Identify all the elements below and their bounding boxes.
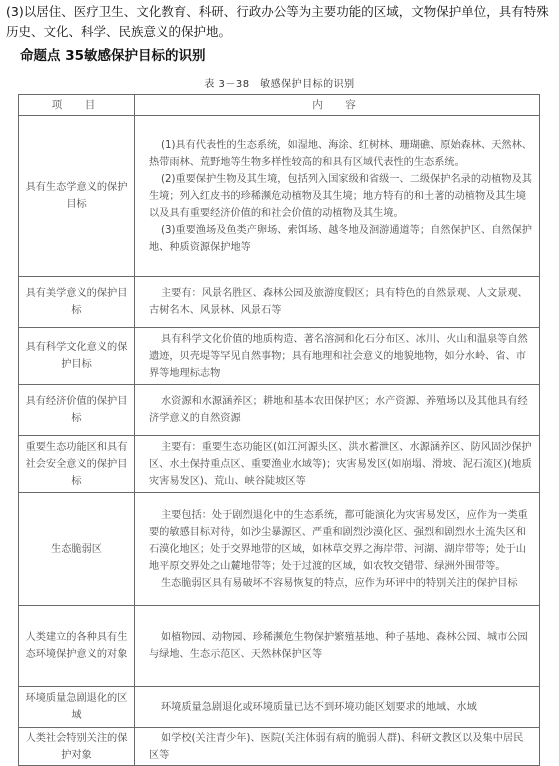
section-title: 命题点 35敏感保护目标的识别 — [20, 48, 206, 64]
row-content — [135, 687, 540, 728]
content-paragraph: (2)重要保护生物及其生境，包括列入国家级和省级一、二级保护名录的动植物及其生境；列入红皮书的珍稀濒危动植物及其生境；地方特有的和土著的动植物及其生境以及具有重要经济价值的和社会价值的动植物及其生境。 — [149, 173, 532, 219]
table-caption: 表 3－38 敏感保护目标的识别 — [204, 79, 355, 90]
row-item-label: 重要生态功能区和具有社会安全意义的保护目标 — [19, 436, 135, 493]
table-row — [19, 116, 540, 277]
table-row — [19, 436, 540, 493]
row-content — [135, 328, 540, 385]
content-paragraph: 具有科学文化价值的地质构造、著名溶洞和化石分布区、冰川、火山和温泉等自然遗迹，贝壳堤等罕见自然事物；具有地理和社会意义的地貌地物，如分水岭、省、市界等地理标志物 — [149, 333, 528, 379]
row-item-label: 具有生态学意义的保护目标 — [19, 116, 135, 277]
row-content — [135, 277, 540, 328]
row-item-label: 具有美学意义的保护目标 — [19, 277, 135, 328]
intro-paragraph: (3)以居住、医疗卫生、文化教育、科研、行政办公等为主要功能的区域，文物保护单位，具有特殊历史、文化、科学、民族意义的保护地。 — [6, 4, 549, 39]
content-paragraph: 水资源和水源涵养区；耕地和基本农田保护区；水产资源、养殖场以及其他具有经济学意义的自然资源 — [149, 396, 528, 424]
table-row — [19, 328, 540, 385]
content-paragraph: 主要有：风景名胜区、森林公园及旅游度假区；具有特色的自然景观、人文景观、古树名木、风景林、风景石等 — [149, 288, 528, 316]
row-item-label: 具有科学文化意义的保护目标 — [19, 328, 135, 385]
table-row — [19, 687, 540, 728]
row-content — [135, 606, 540, 687]
content-paragraph: 主要包括：处于剧烈退化中的生态系统，都可能演化为灾害易发区，应作为一类重要的敏感目标对待，如沙尘暴源区、严重和剧烈沙漠化区、强烈和剧烈水土流失区和石漠化地区；处于交界地带的区域，如林草交界之海岸带、河湖、湖岸带等；处于山地平原交界处之山麓地带等；处于过渡的区域，如农牧交错带、绿洲外围带等。 — [149, 509, 528, 572]
table-row — [19, 493, 540, 606]
row-content — [135, 728, 540, 766]
content-paragraph: 如学校(关注青少年)、医院(关注体弱有病的脆弱人群)、科研文教区以及集中居民区等 — [149, 732, 524, 761]
header-content: 内 容 — [135, 95, 540, 116]
content-paragraph: 环境质量急剧退化或环境质量已达不到环境功能区划要求的地域、水域 — [161, 701, 477, 713]
row-content — [135, 385, 540, 436]
row-item-label: 生态脆弱区 — [19, 493, 135, 606]
content-paragraph: (3)重要渔场及鱼类产卵场、索饵场、越冬地及洄游通道等；自然保护区、自然保护地、种质资源保护地等 — [149, 224, 532, 253]
content-paragraph: 主要有：重要生态功能区(如江河源头区、洪水蓄泄区、水源涵养区、防风固沙保护区、水土保持重点区、重要渔业水域等)；灾害易发区(如崩塌、滑坡、泥石流区)(地质灾害易发区)、荒山、峡谷陡坡区等 — [149, 441, 532, 487]
table-row — [19, 277, 540, 328]
header-item: 项 目 — [19, 95, 135, 116]
row-content — [135, 493, 540, 606]
row-item-label: 人类建立的各种具有生态环境保护意义的对象 — [19, 606, 135, 687]
table-row — [19, 728, 540, 766]
sensitive-targets-table — [18, 94, 540, 766]
content-paragraph: 生态脆弱区具有易破坏不容易恢复的特点，应作为环评中的特别关注的保护目标 — [161, 577, 518, 589]
row-item-label: 人类社会特别关注的保护对象 — [19, 728, 135, 766]
row-item-label: 具有经济价值的保护目标 — [19, 385, 135, 436]
table-row — [19, 385, 540, 436]
row-item-label: 环境质量急剧退化的区域 — [19, 687, 135, 728]
row-content — [135, 436, 540, 493]
table-header-row — [19, 95, 540, 116]
content-paragraph: (1)具有代表性的生态系统，如湿地、海涂、红树林、珊瑚礁、原始森林、天然林、热带雨林、荒野地等生物多样性较高的和具有区域代表性的生态系统。 — [149, 139, 532, 168]
row-content — [135, 116, 540, 277]
table-row — [19, 606, 540, 687]
content-paragraph: 如植物园、动物园、珍稀濒危生物保护繁殖基地、种子基地、森林公园、城市公园与绿地、生态示范区、天然林保护区等 — [149, 632, 528, 660]
